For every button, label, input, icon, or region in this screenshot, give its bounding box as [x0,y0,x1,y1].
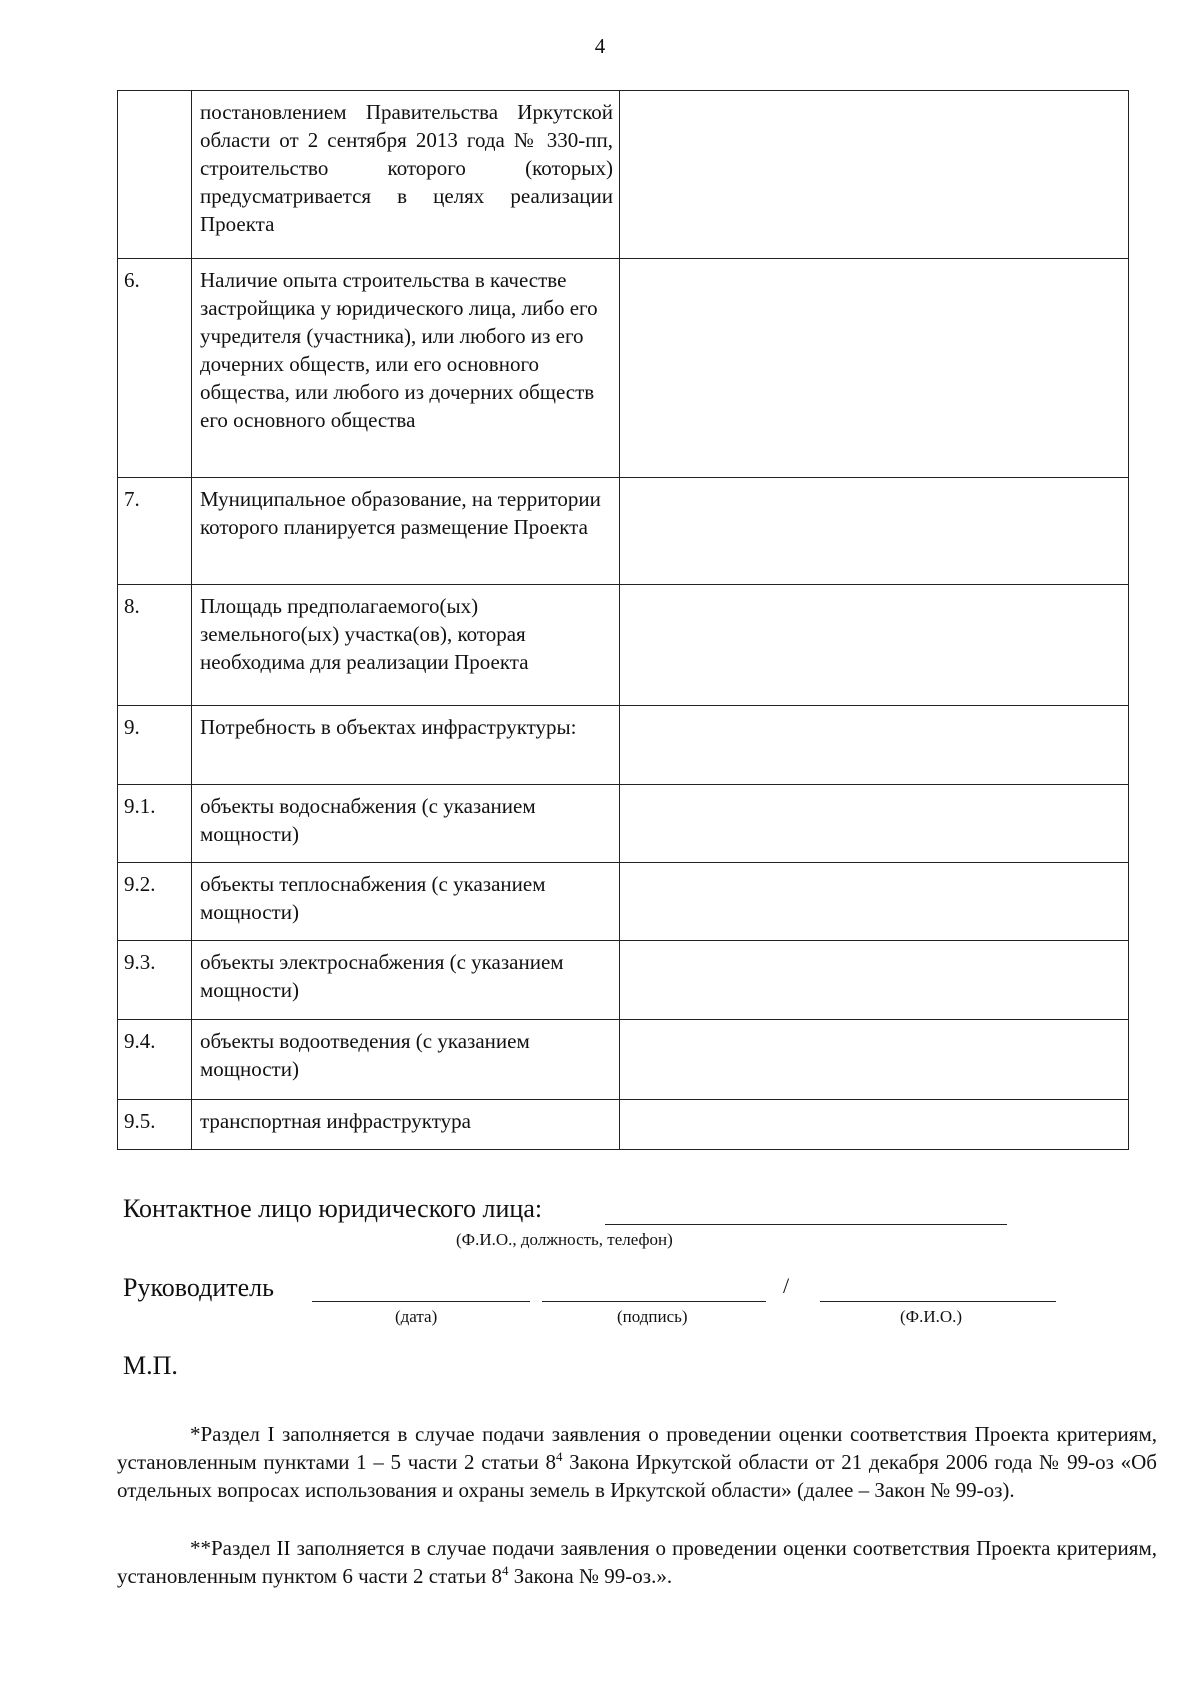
table-row [118,1100,1129,1150]
fio-caption: (Ф.И.О.) [900,1307,963,1326]
row-value-cell[interactable] [620,478,1129,585]
table-row [118,941,1129,1020]
row-description: объекты водоотведения (с указанием мощности) [192,1020,620,1100]
row-number: 8. [118,585,192,706]
row-number: 9.1. [118,785,192,863]
table-row [118,478,1129,585]
row-number: 7. [118,478,192,585]
footnote-section-1: *Раздел I заполняется в случае подачи заявления о проведении оценки соответствия Проекта критериям, установленным пунктами 1 – 5 части 2 статьи $8^4$ Закона Иркутской области от 21 декабря 2006 года № 99-оз «Об отдельных вопросах использования и охраны земель в Иркутской области» (далее – Закон № 99-оз). [117,1422,1157,1502]
row-value-cell[interactable] [620,785,1129,863]
contact-person-caption: (Ф.И.О., должность, телефон) [456,1230,673,1249]
table-row [118,91,1129,259]
table-row [118,785,1129,863]
separator-slash: / [783,1273,790,1298]
row-value-cell[interactable] [620,706,1129,785]
date-caption: (дата) [395,1307,438,1326]
row-value-cell[interactable] [620,585,1129,706]
contact-person-label: Контактное лицо юридического лица: [123,1194,543,1223]
table-row [118,863,1129,941]
table-row [118,1020,1129,1100]
row-number: 9.4. [118,1020,192,1100]
row-number: 6. [118,259,192,478]
row-description: Площадь предполагаемого(ых) земельного(ых) участка(ов), которая необходима для реализации Проекта [192,585,620,706]
row-value-cell[interactable] [620,259,1129,478]
row-value-cell[interactable] [620,863,1129,941]
table-row [118,585,1129,706]
row-number: 9.2. [118,863,192,941]
row-description: транспортная инфраструктура [192,1100,620,1150]
row-description: Наличие опыта строительства в качестве застройщика у юридического лица, либо его учредителя (участника), или любого из его дочерних обществ, или его основного общества, или любого из дочерних обществ его основного общества [192,259,620,478]
row-value-cell[interactable] [620,1020,1129,1100]
row-number: 9.3. [118,941,192,1020]
row-number: 9. [118,706,192,785]
signature-caption: (подпись) [617,1307,688,1326]
row-description: Потребность в объектах инфраструктуры: [192,706,620,785]
row-number [118,91,192,259]
page-number: 4 [594,34,606,58]
row-number: 9.5. [118,1100,192,1150]
footnote-section-2: **Раздел II заполняется в случае подачи заявления о проведении оценки соответствия Проекта критериям, установленным пунктом 6 части 2 статьи $8^4$ Закона № 99-оз.». [117,1536,1157,1588]
table-row [118,706,1129,785]
table-row [118,259,1129,478]
signature-field[interactable] [542,1301,766,1302]
stamp-label: М.П. [123,1351,178,1380]
fio-field[interactable] [820,1301,1056,1302]
date-field[interactable] [312,1301,530,1302]
row-value-cell[interactable] [620,91,1129,259]
contact-person-field[interactable] [605,1224,1007,1225]
row-description: Муниципальное образование, на территории которого планируется размещение Проекта [192,478,620,585]
criteria-table [117,90,1129,1150]
row-value-cell[interactable] [620,1100,1129,1150]
head-label: Руководитель [123,1273,274,1302]
row-description: объекты теплоснабжения (с указанием мощности) [192,863,620,941]
row-description: объекты электроснабжения (с указанием мощности) [192,941,620,1020]
row-description: постановлением Правительства Иркутской области от 2 сентября 2013 года № 330-пп, строительство которого (которых) предусматривается в целях реализации Проекта [192,91,620,259]
row-description: объекты водоснабжения (с указанием мощности) [192,785,620,863]
row-value-cell[interactable] [620,941,1129,1020]
